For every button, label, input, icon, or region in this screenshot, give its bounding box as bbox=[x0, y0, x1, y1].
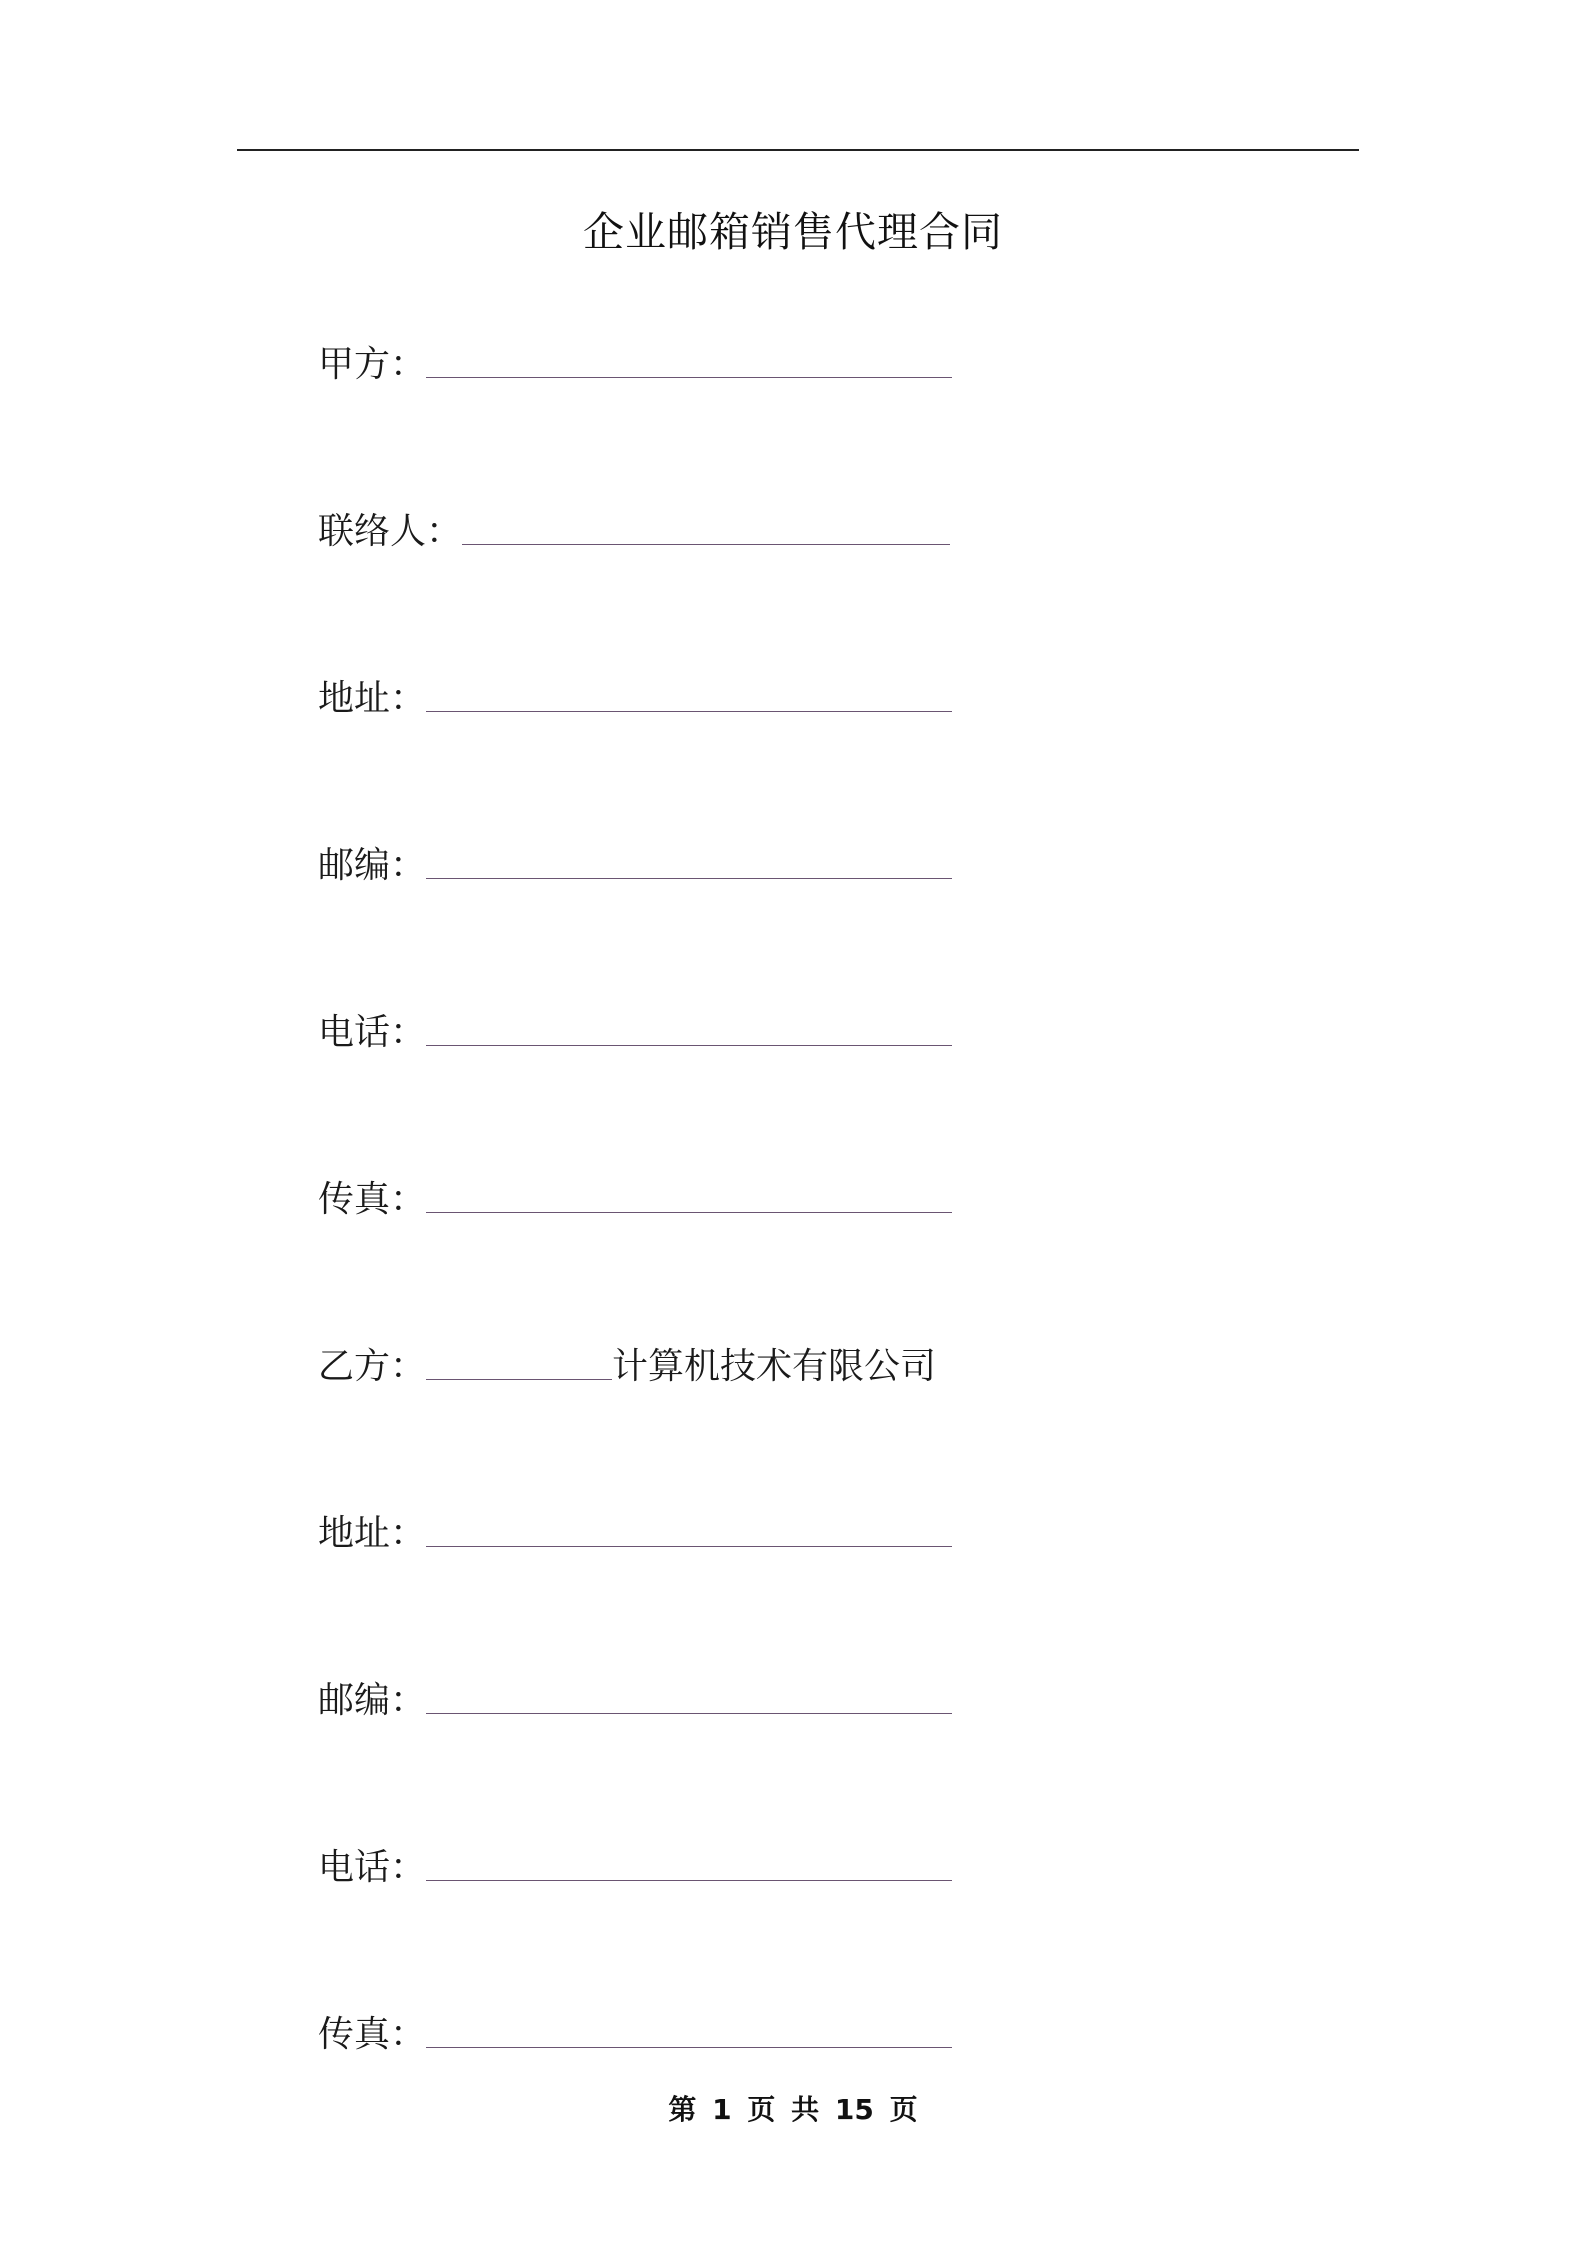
party-a-contact-label: 联络人： bbox=[318, 511, 463, 552]
party-a-contact-field bbox=[318, 497, 950, 557]
party-a-postcode-field bbox=[318, 831, 952, 891]
party-b-name-blank[interactable] bbox=[426, 1379, 612, 1380]
party-b-phone-field bbox=[318, 1833, 952, 1893]
party-a-address-label: 地址： bbox=[318, 678, 427, 719]
party-a-fax-field bbox=[318, 1165, 952, 1225]
party-a-contact-blank[interactable] bbox=[462, 544, 950, 545]
party-a-postcode-label: 邮编： bbox=[318, 845, 427, 886]
party-b-address-blank[interactable] bbox=[426, 1546, 952, 1547]
party-b-name-label: 乙方： bbox=[318, 1346, 427, 1387]
party-b-phone-blank[interactable] bbox=[426, 1880, 952, 1881]
party-b-address-label: 地址： bbox=[318, 1513, 427, 1554]
party-b-fax-blank[interactable] bbox=[426, 2047, 952, 2048]
party-a-phone-label: 电话： bbox=[318, 1012, 427, 1053]
party-a-postcode-blank[interactable] bbox=[426, 878, 952, 879]
party-a-name-blank[interactable] bbox=[426, 377, 952, 378]
party-b-name-field bbox=[318, 1332, 936, 1392]
party-b-address-field bbox=[318, 1499, 952, 1559]
party-a-fax-blank[interactable] bbox=[426, 1212, 952, 1213]
party-b-fax-label: 传真： bbox=[318, 2014, 427, 2055]
party-b-postcode-blank[interactable] bbox=[426, 1713, 952, 1714]
document-title: 企业邮箱销售代理合同 bbox=[583, 208, 1003, 256]
party-b-name-suffix: 计算机技术有限公司 bbox=[612, 1346, 937, 1387]
party-a-phone-field bbox=[318, 998, 952, 1058]
party-b-phone-label: 电话： bbox=[318, 1847, 427, 1888]
party-a-name-field bbox=[318, 330, 952, 390]
header-rule bbox=[237, 149, 1359, 151]
party-b-fax-field bbox=[318, 2000, 952, 2060]
party-a-fax-label: 传真： bbox=[318, 1179, 427, 1220]
party-a-name-label: 甲方： bbox=[318, 344, 427, 385]
party-b-postcode-field bbox=[318, 1666, 952, 1726]
party-a-address-field bbox=[318, 664, 952, 724]
party-a-address-blank[interactable] bbox=[426, 711, 952, 712]
party-a-phone-blank[interactable] bbox=[426, 1045, 952, 1046]
page-number-footer: 第 1 页 共 15 页 bbox=[668, 2093, 918, 2126]
party-b-postcode-label: 邮编： bbox=[318, 1680, 427, 1721]
